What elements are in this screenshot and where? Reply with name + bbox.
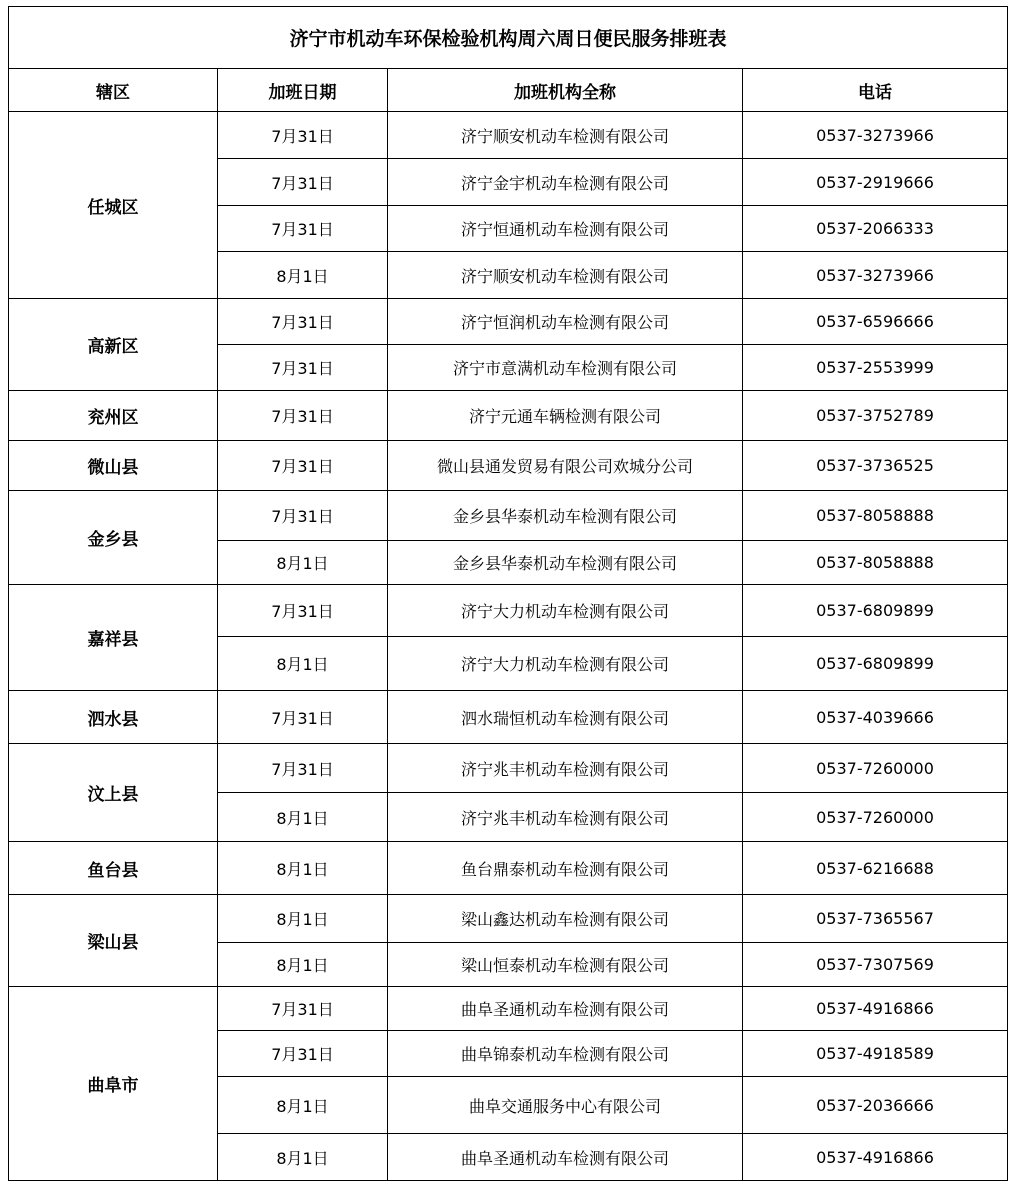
organization-cell: 微山县通发贸易有限公司欢城分公司	[388, 441, 743, 491]
date-cell: 8月1日	[218, 1077, 388, 1134]
organization-cell: 金乡县华泰机动车检测有限公司	[388, 491, 743, 541]
table-row	[9, 987, 1008, 1031]
district-cell: 梁山县	[9, 895, 218, 987]
header-row	[9, 69, 1008, 112]
organization-cell: 济宁顺安机动车检测有限公司	[388, 112, 743, 159]
district-cell: 高新区	[9, 299, 218, 391]
district-cell: 鱼台县	[9, 842, 218, 895]
date-cell: 8月1日	[218, 541, 388, 585]
date-cell: 8月1日	[218, 943, 388, 987]
phone-cell: 0537-7260000	[743, 744, 1008, 793]
organization-cell: 济宁恒通机动车检测有限公司	[388, 206, 743, 252]
organization-cell: 济宁恒润机动车检测有限公司	[388, 299, 743, 345]
district-cell: 兖州区	[9, 391, 218, 441]
date-cell: 7月31日	[218, 112, 388, 159]
schedule-table	[8, 6, 1008, 1181]
phone-cell: 0537-2919666	[743, 159, 1008, 206]
organization-cell: 曲阜锦泰机动车检测有限公司	[388, 1031, 743, 1077]
phone-cell: 0537-7307569	[743, 943, 1008, 987]
organization-cell: 济宁金宇机动车检测有限公司	[388, 159, 743, 206]
phone-cell: 0537-6809899	[743, 585, 1008, 637]
phone-cell: 0537-4916866	[743, 987, 1008, 1031]
table-row	[9, 112, 1008, 159]
organization-cell: 梁山恒泰机动车检测有限公司	[388, 943, 743, 987]
organization-cell: 济宁兆丰机动车检测有限公司	[388, 793, 743, 842]
phone-cell: 0537-6596666	[743, 299, 1008, 345]
phone-cell: 0537-3736525	[743, 441, 1008, 491]
organization-cell: 鱼台鼎泰机动车检测有限公司	[388, 842, 743, 895]
table-row	[9, 585, 1008, 637]
phone-cell: 0537-4918589	[743, 1031, 1008, 1077]
organization-cell: 济宁兆丰机动车检测有限公司	[388, 744, 743, 793]
district-cell: 微山县	[9, 441, 218, 491]
table-row	[9, 691, 1008, 744]
date-cell: 7月31日	[218, 691, 388, 744]
date-cell: 8月1日	[218, 252, 388, 299]
table-row	[9, 842, 1008, 895]
date-cell: 7月31日	[218, 345, 388, 391]
organization-cell: 曲阜圣通机动车检测有限公司	[388, 1134, 743, 1181]
date-cell: 7月31日	[218, 159, 388, 206]
phone-cell: 0537-3273966	[743, 112, 1008, 159]
date-cell: 7月31日	[218, 391, 388, 441]
organization-cell: 曲阜交通服务中心有限公司	[388, 1077, 743, 1134]
date-cell: 7月31日	[218, 1031, 388, 1077]
phone-cell: 0537-8058888	[743, 541, 1008, 585]
date-cell: 8月1日	[218, 793, 388, 842]
organization-cell: 泗水瑞恒机动车检测有限公司	[388, 691, 743, 744]
table-row	[9, 299, 1008, 345]
district-cell: 任城区	[9, 112, 218, 299]
organization-cell: 济宁顺安机动车检测有限公司	[388, 252, 743, 299]
header-district: 辖区	[9, 69, 218, 112]
phone-cell: 0537-4039666	[743, 691, 1008, 744]
organization-cell: 济宁市意满机动车检测有限公司	[388, 345, 743, 391]
date-cell: 7月31日	[218, 491, 388, 541]
phone-cell: 0537-7260000	[743, 793, 1008, 842]
date-cell: 7月31日	[218, 744, 388, 793]
table-row	[9, 895, 1008, 943]
header-date: 加班日期	[218, 69, 388, 112]
date-cell: 8月1日	[218, 1134, 388, 1181]
organization-cell: 梁山鑫达机动车检测有限公司	[388, 895, 743, 943]
phone-cell: 0537-4916866	[743, 1134, 1008, 1181]
header-phone: 电话	[743, 69, 1008, 112]
date-cell: 7月31日	[218, 441, 388, 491]
organization-cell: 曲阜圣通机动车检测有限公司	[388, 987, 743, 1031]
phone-cell: 0537-2036666	[743, 1077, 1008, 1134]
date-cell: 7月31日	[218, 299, 388, 345]
table-row	[9, 391, 1008, 441]
phone-cell: 0537-6809899	[743, 637, 1008, 691]
organization-cell: 济宁大力机动车检测有限公司	[388, 637, 743, 691]
district-cell: 曲阜市	[9, 987, 218, 1181]
date-cell: 7月31日	[218, 987, 388, 1031]
phone-cell: 0537-6216688	[743, 842, 1008, 895]
phone-cell: 0537-2066333	[743, 206, 1008, 252]
district-cell: 嘉祥县	[9, 585, 218, 691]
organization-cell: 金乡县华泰机动车检测有限公司	[388, 541, 743, 585]
table-row	[9, 744, 1008, 793]
phone-cell: 0537-3273966	[743, 252, 1008, 299]
date-cell: 7月31日	[218, 206, 388, 252]
district-cell: 泗水县	[9, 691, 218, 744]
organization-cell: 济宁大力机动车检测有限公司	[388, 585, 743, 637]
phone-cell: 0537-7365567	[743, 895, 1008, 943]
table-title: 济宁市机动车环保检验机构周六周日便民服务排班表	[9, 7, 1008, 69]
phone-cell: 0537-3752789	[743, 391, 1008, 441]
district-cell: 汶上县	[9, 744, 218, 842]
phone-cell: 0537-8058888	[743, 491, 1008, 541]
district-cell: 金乡县	[9, 491, 218, 585]
date-cell: 8月1日	[218, 895, 388, 943]
date-cell: 8月1日	[218, 842, 388, 895]
date-cell: 7月31日	[218, 585, 388, 637]
header-organization: 加班机构全称	[388, 69, 743, 112]
table-body	[9, 112, 1008, 1181]
table-row	[9, 491, 1008, 541]
table-row	[9, 441, 1008, 491]
date-cell: 8月1日	[218, 637, 388, 691]
organization-cell: 济宁元通车辆检测有限公司	[388, 391, 743, 441]
phone-cell: 0537-2553999	[743, 345, 1008, 391]
